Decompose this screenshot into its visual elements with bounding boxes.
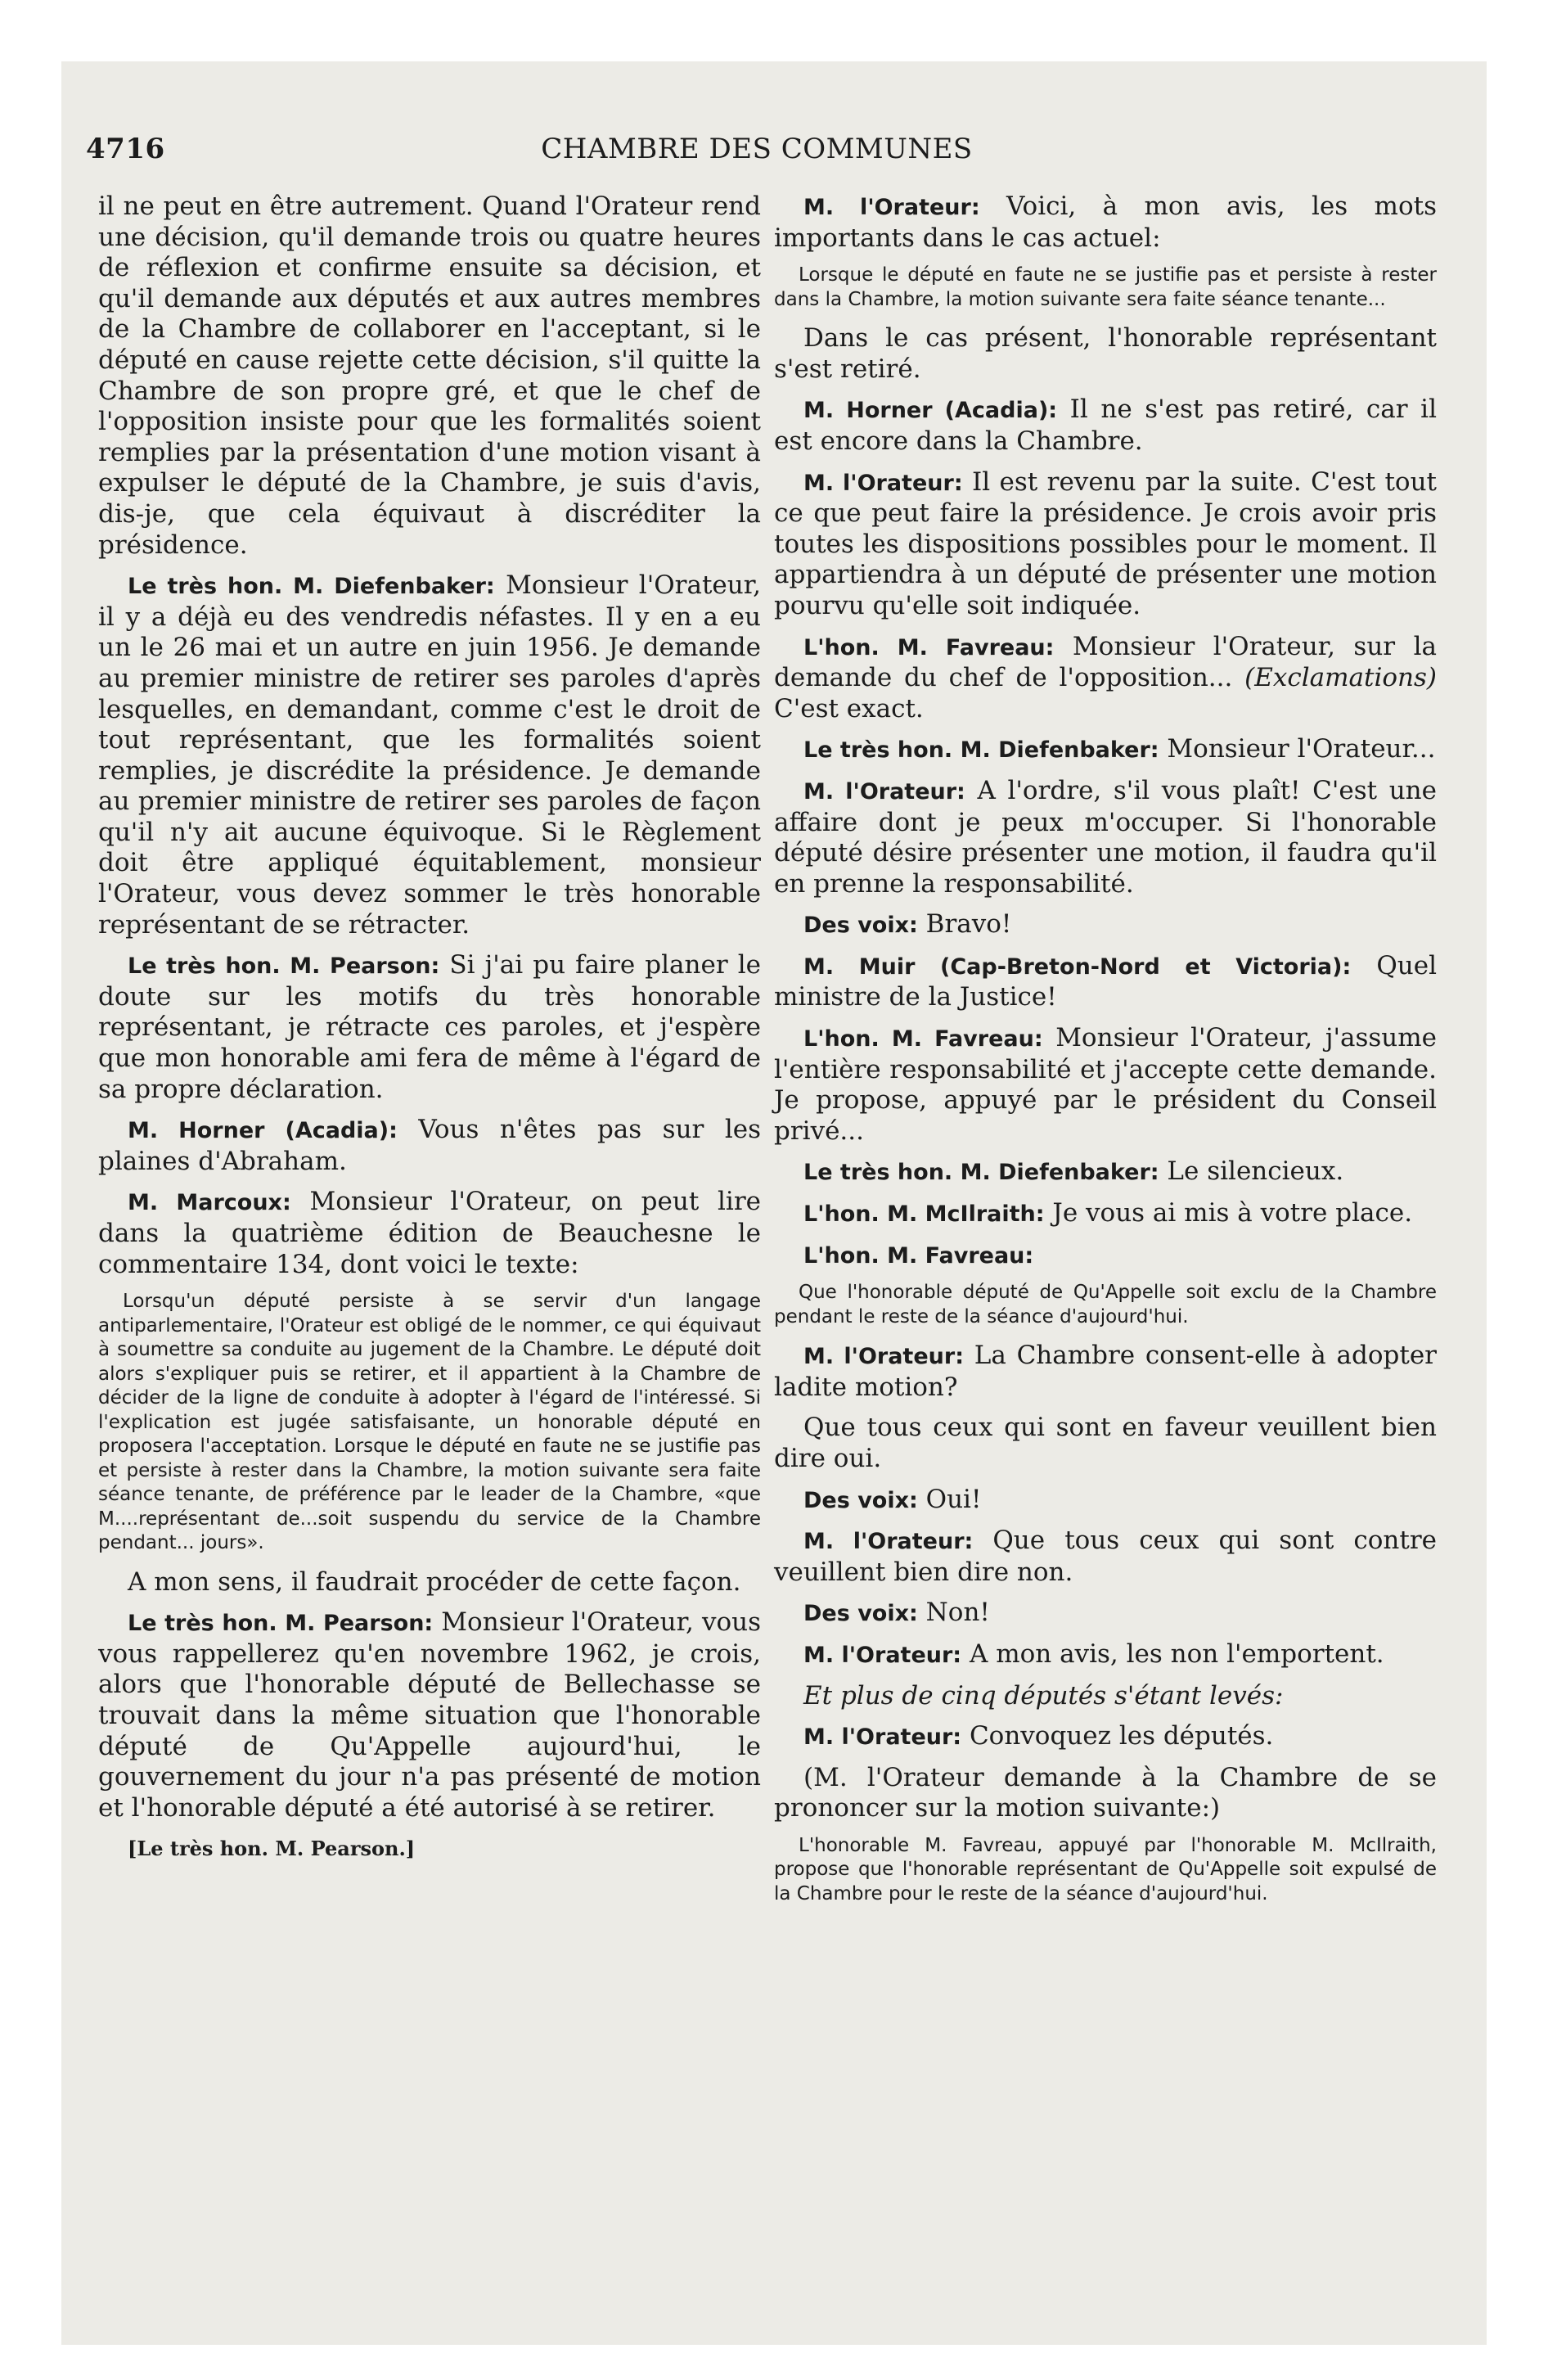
right-column xyxy=(774,192,1437,1918)
paragraph xyxy=(98,1115,761,1177)
speech: Monsieur l'Orateur, il y a déjà eu des vendredis néfastes. Il y en a eu un le 26 mai et un autre en juin 1956. Je demande au premier ministre de retirer ses paroles d'après lesquelles, en demandant, comme c'est le droit de tout représentant, que les formalités soient remplies, je discrédite la présidence. Je demande au premier ministre de retirer ses paroles de façon qu'il n'y ait aucune équivoque. Si le Règlement doit être appliqué équitablement, monsieur l'Orateur, vous devez sommer le très honorable représentant de se rétracter. xyxy=(98,570,761,940)
speaker: L'hon. M. Favreau: xyxy=(803,634,1055,660)
paragraph xyxy=(98,570,761,940)
paragraph xyxy=(98,1607,761,1823)
speaker: M. l'Orateur: xyxy=(803,1344,964,1370)
speech: Bravo! xyxy=(917,909,1012,940)
paragraph xyxy=(774,1023,1437,1147)
speaker: M. l'Orateur: xyxy=(803,1529,974,1555)
paragraph xyxy=(774,1156,1437,1188)
speech: Monsieur l'Orateur, vous vous rappellerez qu'en novembre 1962, je crois, alors que l'honorable député de Bellechasse se trouvait dans la même situation que l'honorable député de Qu'Appelle aujourd'hui, le gouvernement du jour n'a pas présenté de motion et l'honorable député a été autorisé à se retirer. xyxy=(98,1607,762,1823)
speech: Non! xyxy=(917,1598,990,1628)
speech: Monsieur l'Orateur, on peut lire dans la quatrième édition de Beauchesne le commentaire 134, dont voici le texte: xyxy=(98,1187,761,1279)
paragraph-text: il ne peut en être autrement. Quand l'Orateur rend une décision, qu'il demande trois ou quatre heures de réflexion et confirme ensuite sa décision, et qu'il demande aux députés et aux autres membres de la Chambre de collaborer en l'acceptant, si le député en cause rejette cette décision, s'il quitte la Chambre de son propre gré, et que le chef de l'opposition insiste pour que les formalités soient remplies par la présentation d'une motion visant à expulser le député de la Chambre, je suis d'avis, dis-je, que cela équivaut à discréditer la présidence. xyxy=(98,192,761,560)
footer-note: [Le très hon. M. Pearson.] xyxy=(128,1837,416,1861)
paragraph xyxy=(774,1485,1437,1517)
paragraph: (M. l'Orateur demande à la Chambre de se prononcer sur la motion suivante:) xyxy=(774,1762,1437,1823)
paragraph xyxy=(774,1721,1437,1753)
paragraph: Dans le cas présent, l'honorable représentant s'est retiré. xyxy=(774,323,1437,384)
speech: Monsieur l'Orateur... xyxy=(1159,734,1436,764)
paragraph xyxy=(774,1341,1437,1403)
speaker: M. Muir (Cap-Breton-Nord et Victoria): xyxy=(803,953,1352,980)
speaker: Le très hon. M. Diefenbaker: xyxy=(803,737,1159,764)
speech: Convoquez les députés. xyxy=(961,1721,1274,1751)
speaker: L'hon. M. Favreau: xyxy=(803,1026,1043,1053)
paragraph xyxy=(774,1639,1437,1671)
stage-direction: Et plus de cinq députés s'étant levés: xyxy=(803,1680,1284,1711)
paragraph xyxy=(774,1198,1437,1230)
paragraph xyxy=(774,467,1437,622)
speech: Il ne s'est pas retiré, car il est encore dans la Chambre. xyxy=(774,394,1437,456)
block-quote: Que l'honorable député de Qu'Appelle soit exclu de la Chambre pendant le reste de la séance d'aujourd'hui. xyxy=(774,1282,1437,1327)
speech: Voici, à mon avis, les mots importants dans le cas actuel: xyxy=(774,192,1437,253)
paragraph xyxy=(774,1526,1437,1588)
speaker: Le très hon. M. Pearson: xyxy=(128,953,440,980)
speech: Vous n'êtes pas sur les plaines d'Abraham. xyxy=(98,1115,761,1176)
block-quote: Lorsque le député en faute ne se justifie pas et persiste à rester dans la Chambre, la motion suivante sera faite séance tenante... xyxy=(774,264,1437,310)
paragraph xyxy=(774,192,1437,254)
paragraph xyxy=(98,192,761,561)
paragraph xyxy=(774,951,1437,1013)
speaker: M. Horner (Acadia): xyxy=(803,398,1058,424)
paragraph xyxy=(98,1187,761,1280)
speech: A l'ordre, s'il vous plaît! C'est une affaire dont je peux m'occuper. Si l'honorable député désire présenter une motion, il faudra qu'il en prenne la responsabilité. xyxy=(774,775,1437,899)
page-title: CHAMBRE DES COMMUNES xyxy=(541,133,973,165)
speech: C'est exact. xyxy=(774,693,924,723)
paragraph xyxy=(98,950,761,1105)
speech: Si j'ai pu faire planer le doute sur les motifs du très honorable représentant, je rétracte ces paroles, et j'espère que mon honorable ami fera de même à l'égard de sa propre déclaration. xyxy=(98,950,761,1104)
paragraph xyxy=(774,632,1437,725)
speech: Quel ministre de la Justice! xyxy=(774,950,1437,1012)
speech-italic: (Exclamations) xyxy=(1244,663,1437,693)
left-column xyxy=(98,192,761,1864)
page-header xyxy=(82,133,1432,174)
speaker: M. Horner (Acadia): xyxy=(128,1118,398,1144)
speaker: Des voix: xyxy=(803,913,918,939)
speech: A mon avis, les non l'emportent. xyxy=(961,1639,1384,1669)
speaker: M. Marcoux: xyxy=(128,1190,291,1216)
speaker: M. l'Orateur: xyxy=(803,195,980,220)
paragraph xyxy=(774,1240,1437,1272)
speaker: Des voix: xyxy=(803,1601,918,1627)
speech: Je vous ai mis à votre place. xyxy=(1044,1198,1413,1228)
speaker: Des voix: xyxy=(803,1487,918,1513)
speaker: M. l'Orateur: xyxy=(803,778,965,805)
block-quote: L'honorable M. Favreau, appuyé par l'honorable M. McIlraith, propose que l'honorable représentant de Qu'Appelle soit expulsé de la Chambre pour le reste de la séance d'aujourd'hui. xyxy=(774,1834,1437,1904)
paragraph xyxy=(774,776,1437,899)
page-number: 4716 xyxy=(86,133,165,165)
speech: Que tous ceux qui sont contre veuillent bien dire non. xyxy=(774,1526,1437,1587)
speech: Oui! xyxy=(917,1484,982,1514)
speech: Monsieur l'Orateur, j'assume l'entière responsabilité et j'accepte cette demande. Je propose, appuyé par le président du Conseil privé... xyxy=(774,1023,1437,1146)
paragraph xyxy=(774,909,1437,941)
speaker: L'hon. M. Favreau: xyxy=(803,1242,1034,1269)
speaker: Le très hon. M. Diefenbaker: xyxy=(128,574,495,600)
paragraph xyxy=(774,734,1437,766)
speaker: M. l'Orateur: xyxy=(803,1642,962,1668)
speaker: M. l'Orateur: xyxy=(803,470,963,496)
speech: La Chambre consent-elle à adopter ladite motion? xyxy=(774,1341,1438,1402)
speaker: M. l'Orateur: xyxy=(803,1724,962,1751)
block-quote: Lorsqu'un député persiste à se servir d'un langage antiparlementaire, l'Orateur est obligé de le nommer, ce qui équivaut à soumettre sa conduite au jugement de la Chambre. Le député doit alors s'expliquer puis se retirer, et il appartient à la Chambre de décider de la ligne de conduite à adopter à l'égard de l'intéressé. Si l'explication est jugée satisfaisante, un honorable député en proposera l'acceptation. Lorsque le député en faute ne se justifie pas et persiste à rester dans la Chambre, la motion suivante sera faite séance tenante, de préférence par le leader de la Chambre, «que M....représentant de...soit suspendu du service de la Chambre pendant... jours». xyxy=(98,1291,761,1554)
speech: Monsieur l'Orateur, sur la demande du chef de l'opposition... xyxy=(774,631,1437,693)
paragraph xyxy=(774,1598,1437,1629)
speaker: Le très hon. M. Diefenbaker: xyxy=(803,1160,1159,1186)
speaker: Le très hon. M. Pearson: xyxy=(128,1611,434,1637)
paragraph: Que tous ceux qui sont en faveur veuillent bien dire oui. xyxy=(774,1413,1437,1473)
paragraph xyxy=(774,394,1437,457)
speaker: L'hon. M. McIlraith: xyxy=(803,1201,1045,1228)
paragraph: A mon sens, il faudrait procéder de cette façon. xyxy=(128,1566,741,1597)
speech: Le silencieux. xyxy=(1159,1156,1344,1187)
speech: Il est revenu par la suite. C'est tout ce que peut faire la présidence. Je crois avoir pris toutes les dispositions possibles pour le moment. Il appartiendra à un député de présenter une motion pourvu qu'elle soit indiquée. xyxy=(774,467,1437,620)
